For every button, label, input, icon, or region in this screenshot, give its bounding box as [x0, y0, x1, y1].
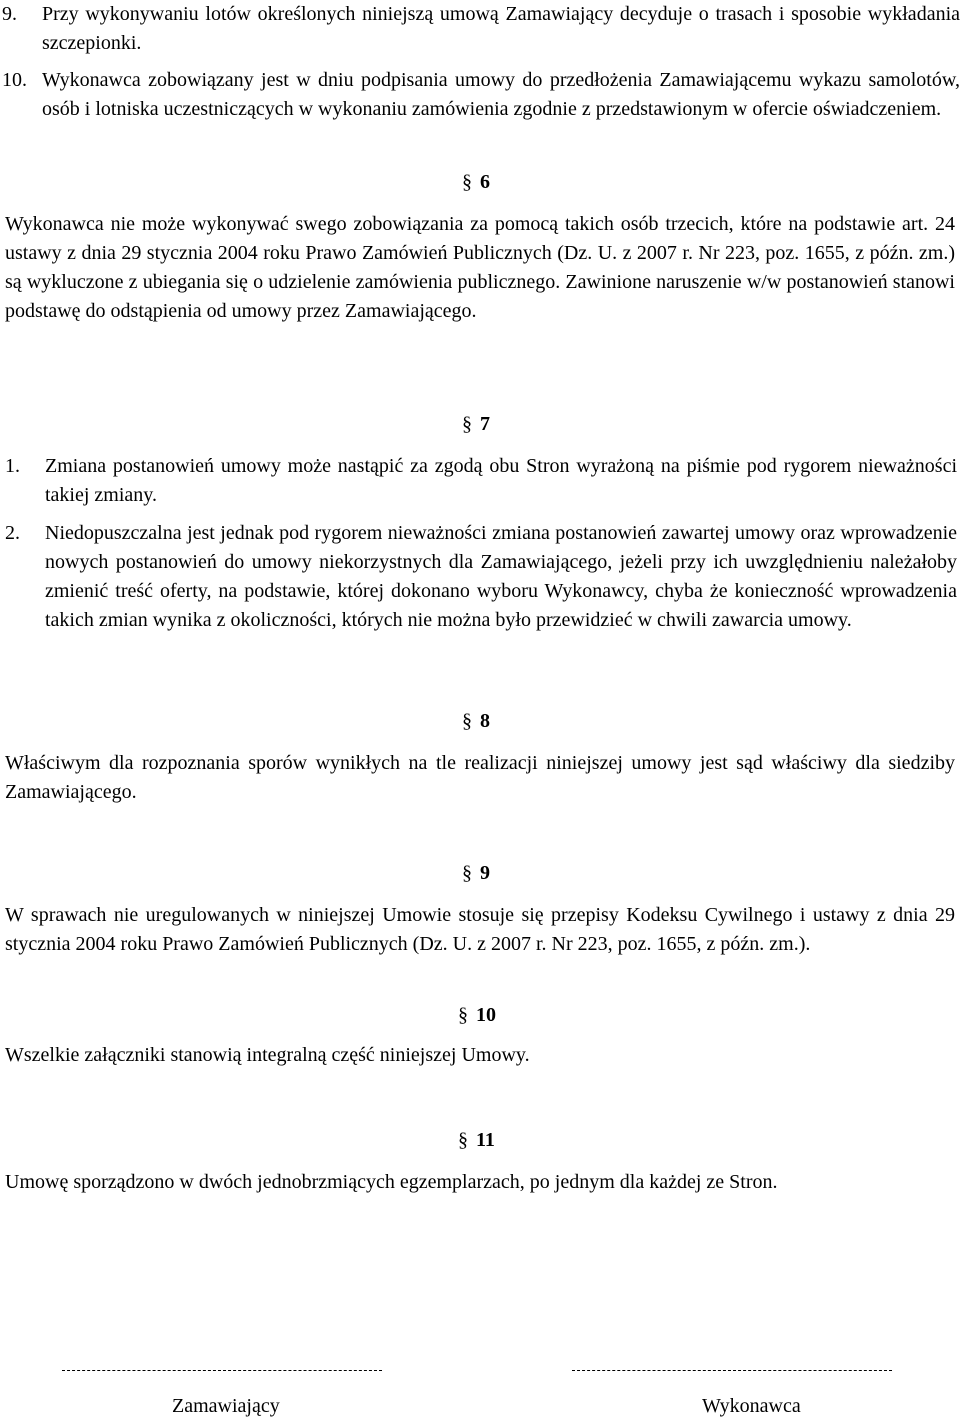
section-number: 10 — [476, 1004, 496, 1026]
signature-line-left — [62, 1370, 382, 1371]
section-8-text: Właściwym dla rozpoznania sporów wynikłych na tle realizacji niniejszej umowy jest sąd właściwy dla siedziby Zamawiającego. — [5, 752, 955, 803]
section-7-item-2 — [5, 519, 957, 635]
section-number: 6 — [480, 171, 490, 193]
signature-line-right — [572, 1370, 892, 1371]
section-heading-7 — [462, 410, 490, 439]
item-text: Przy wykonywaniu lotów określonych niniejszą umową Zamawiający decyduje o trasach i sposobie wykładania szczepionki. — [42, 3, 960, 54]
section-10-text: Wszelkie załączniki stanowią integralną część niniejszej Umowy. — [5, 1044, 530, 1066]
section-7-item-1 — [5, 452, 957, 510]
section-9-text: W sprawach nie uregulowanych w niniejszej Umowie stosuje się przepisy Kodeksu Cywilnego i ustawy z dnia 29 stycznia 2004 roku Prawo Zamówień Publicznych (Dz. U. z 2007 r. Nr 223, poz. 1655, z późn. zm.). — [5, 904, 955, 955]
section-number: 8 — [480, 710, 490, 732]
item-text: Wykonawca zobowiązany jest w dniu podpisania umowy do przedłożenia Zamawiającemu wykazu samolotów, osób i lotniska uczestniczących w wykonaniu zamówienia zgodnie z przedstawionym w ofercie oświadczeniem. — [42, 69, 960, 120]
item-text: Zmiana postanowień umowy może nastąpić za zgodą obu Stron wyrażoną na piśmie pod rygorem nieważności takiej zmiany. — [45, 455, 957, 506]
section-heading-11 — [458, 1126, 495, 1155]
section-number: 11 — [476, 1129, 495, 1151]
section-heading-8 — [462, 707, 490, 736]
signature-label-right: Wykonawca — [702, 1395, 801, 1417]
paragraph-symbol: § — [462, 862, 472, 884]
section-heading-10 — [458, 1001, 496, 1030]
section-heading-6 — [462, 168, 490, 197]
clause-item-9 — [2, 0, 960, 58]
paragraph-symbol: § — [462, 413, 472, 435]
section-11-text: Umowę sporządzono w dwóch jednobrzmiących egzemplarzach, po jednym dla każdej ze Stron. — [5, 1171, 778, 1193]
paragraph-symbol: § — [458, 1129, 468, 1151]
signature-label-left: Zamawiający — [172, 1395, 280, 1417]
item-number: 9. — [2, 3, 17, 25]
section-number: 9 — [480, 862, 490, 884]
paragraph-symbol: § — [458, 1004, 468, 1026]
section-number: 7 — [480, 413, 490, 435]
paragraph-symbol: § — [462, 710, 472, 732]
clause-item-10 — [2, 66, 960, 124]
item-number: 2. — [5, 522, 20, 544]
section-heading-9 — [462, 859, 490, 888]
paragraph-symbol: § — [462, 171, 472, 193]
item-text: Niedopuszczalna jest jednak pod rygorem nieważności zmiana postanowień zawartej umowy oraz wprowadzenie nowych postanowień do umowy niekorzystnych dla Zamawiającego, jeżeli przy ich uwzględnieniu należałoby zmienić treść oferty, na podstawie, której dokonano wyboru Wykonawcy, chyba że konieczność wprowadzenia takich zmian wynika z okoliczności, których nie można było przewidzieć w chwili zawarcia umowy. — [45, 522, 957, 631]
section-6-text: Wykonawca nie może wykonywać swego zobowiązania za pomocą takich osób trzecich, które na podstawie art. 24 ustawy z dnia 29 stycznia 2004 roku Prawo Zamówień Publicznych (Dz. U. z 2007 r. Nr 223, poz. 1655, z późn. zm.) są wykluczone z ubiegania się o udzielenie zamówienia publicznego. Zawinione naruszenie w/w postanowień stanowi podstawę do odstąpienia od umowy przez Zamawiającego. — [5, 213, 955, 322]
item-number: 10. — [2, 69, 27, 91]
item-number: 1. — [5, 455, 20, 477]
